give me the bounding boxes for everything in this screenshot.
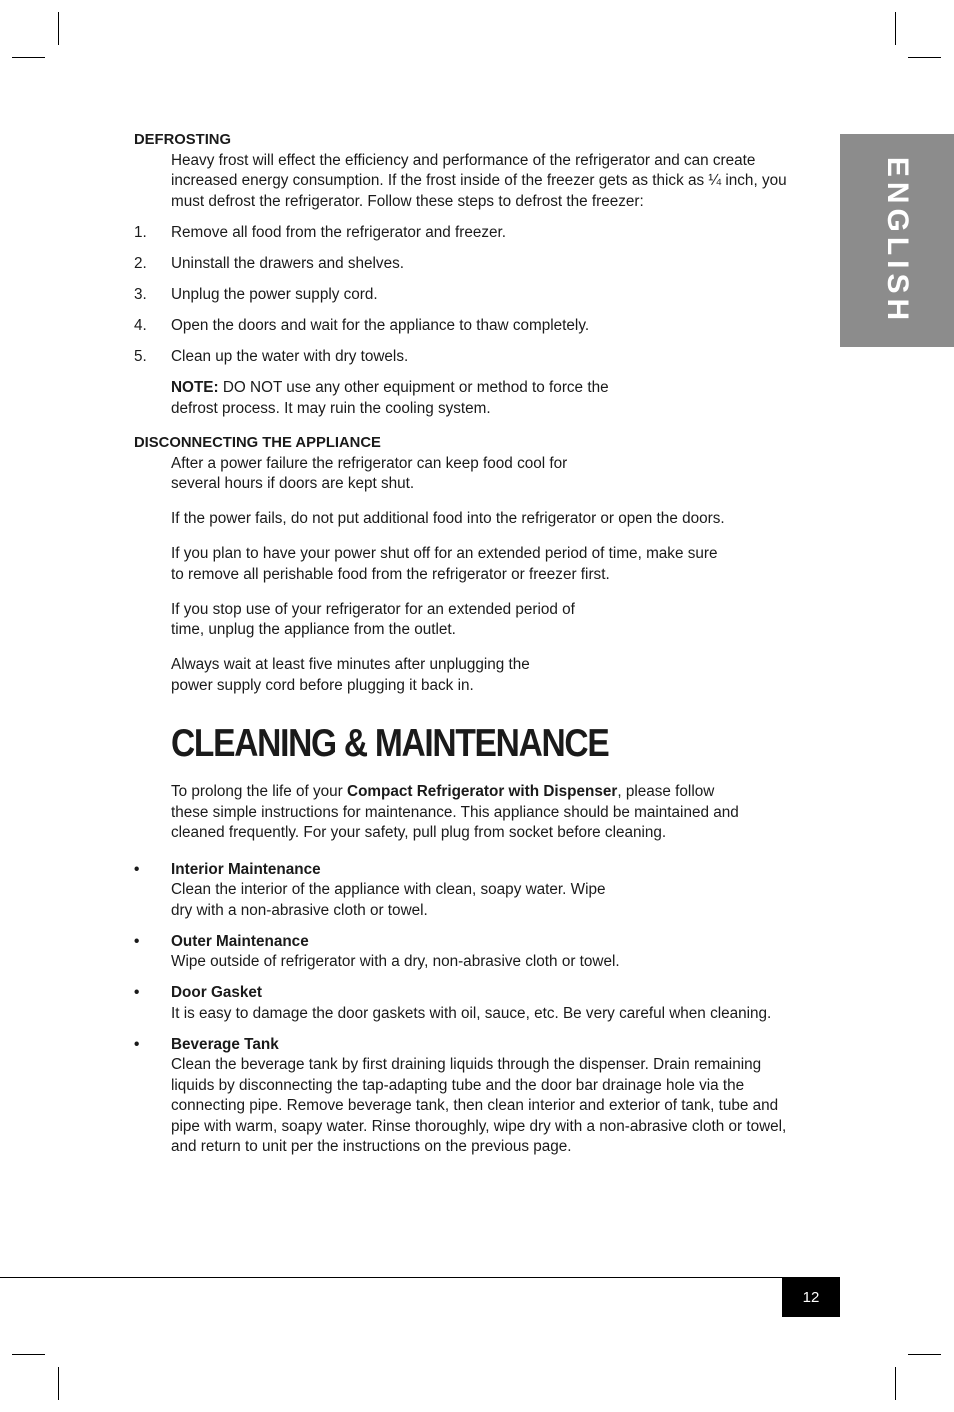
- crop-mark: [12, 1354, 45, 1355]
- bullet-icon: •: [134, 860, 140, 878]
- step-number: 3.: [134, 286, 147, 303]
- footer-rule: [0, 1277, 840, 1278]
- list-item: [134, 347, 814, 368]
- list-item: [134, 223, 814, 244]
- bullet-icon: •: [134, 984, 140, 1001]
- bullet-icon: •: [134, 932, 140, 950]
- defrost-note: [171, 378, 611, 419]
- disconnect-paragraph: Always wait at least five minutes after unplugging the power supply cord before plugging it back in.: [171, 656, 530, 694]
- cleaning-intro: [171, 782, 751, 844]
- bullet-text: It is easy to damage the door gaskets with oil, sauce, etc. Be very careful when cleaning.: [171, 1004, 772, 1022]
- product-name: Compact Refrigerator with Dispenser: [347, 783, 618, 800]
- language-tab-label: ENGLISH: [881, 156, 914, 325]
- crop-mark: [58, 1367, 59, 1400]
- step-number: 4.: [134, 317, 147, 334]
- step-text: Clean up the water with dry towels.: [171, 348, 409, 365]
- note-text: DO NOT use any other equipment or method to force the defrost process. It may ruin the cooling system.: [171, 379, 609, 417]
- step-text: Remove all food from the refrigerator and freezer.: [171, 224, 506, 241]
- defrost-steps: [134, 223, 814, 368]
- step-number: 5.: [134, 348, 147, 365]
- crop-mark: [908, 57, 941, 58]
- crop-mark: [895, 12, 896, 45]
- bullet-title: Interior Maintenance: [171, 860, 321, 878]
- list-item: [134, 285, 814, 306]
- note-label: NOTE:: [171, 379, 219, 396]
- defrosting-heading: DEFROSTING: [134, 132, 232, 148]
- list-item: [134, 254, 814, 275]
- disconnect-paragraph: If you stop use of your refrigerator for an extended period of time, unplug the appliance from the outlet.: [171, 600, 575, 638]
- bullet-title: Beverage Tank: [171, 1035, 279, 1053]
- disconnecting-heading: DISCONNECTING THE APPLIANCE: [134, 435, 381, 451]
- bullet-text: Clean the interior of the appliance with clean, soapy water. Wipe dry with a non-abrasive cloth or towel.: [171, 881, 606, 919]
- bullet-icon: •: [134, 1035, 140, 1053]
- list-item: [134, 316, 814, 337]
- intro-text: , please follow these simple instructions for maintenance. This appliance should be maintained and cleaned frequently. For your safety, pull plug from socket before cleaning.: [171, 783, 739, 841]
- language-tab: [840, 134, 954, 347]
- crop-mark: [908, 1354, 941, 1355]
- crop-mark: [895, 1367, 896, 1400]
- list-item: [134, 983, 814, 1024]
- disconnect-paragraph: If you plan to have your power shut off for an extended period of time, make sure to remove all perishable food from the refrigerator or freezer first.: [171, 545, 718, 583]
- maintenance-list: [134, 860, 814, 1158]
- bullet-title: Outer Maintenance: [171, 932, 309, 950]
- bullet-text: Clean the beverage tank by first draining liquids through the dispenser. Drain remaining liquids by disconnecting the tap-adapting tube and the door bar drainage hole via the connecting pipe. Remove beverage tank, then clean interior and exterior of tank, tube and pipe with warm, soapy water. Rinse thoroughly, wipe dry with a non-abrasive cloth or towel, and return to unit per the instructions on the previous page.: [171, 1056, 787, 1155]
- list-item: [134, 1035, 801, 1158]
- step-number: 2.: [134, 255, 147, 272]
- disconnect-paragraph: After a power failure the refrigerator can keep food cool for several hours if doors are kept shut.: [171, 454, 568, 492]
- step-text: Unplug the power supply cord.: [171, 286, 378, 303]
- defrosting-intro: Heavy frost will effect the efficiency and performance of the refrigerator and can create increased energy consumption. If the frost inside of the freezer gets as thick as ¼ inch, you must defrost the refrigerator. Follow these steps to defrost the freezer:: [171, 151, 787, 210]
- list-item: [134, 860, 611, 922]
- intro-text: To prolong the life of your: [171, 783, 348, 800]
- page-title: CLEANING & MAINTENANCE: [171, 722, 609, 765]
- step-number: 1.: [134, 224, 147, 241]
- list-item: [134, 932, 814, 973]
- page-content: [134, 130, 814, 1168]
- step-text: Open the doors and wait for the appliance to thaw completely.: [171, 317, 590, 334]
- bullet-title: Door Gasket: [171, 984, 262, 1001]
- step-text: Uninstall the drawers and shelves.: [171, 255, 404, 272]
- disconnect-paragraph: If the power fails, do not put additional food into the refrigerator or open the doors.: [171, 510, 725, 527]
- crop-mark: [12, 57, 45, 58]
- page-number: 12: [782, 1278, 840, 1317]
- crop-mark: [58, 12, 59, 45]
- bullet-text: Wipe outside of refrigerator with a dry, non-abrasive cloth or towel.: [171, 953, 620, 970]
